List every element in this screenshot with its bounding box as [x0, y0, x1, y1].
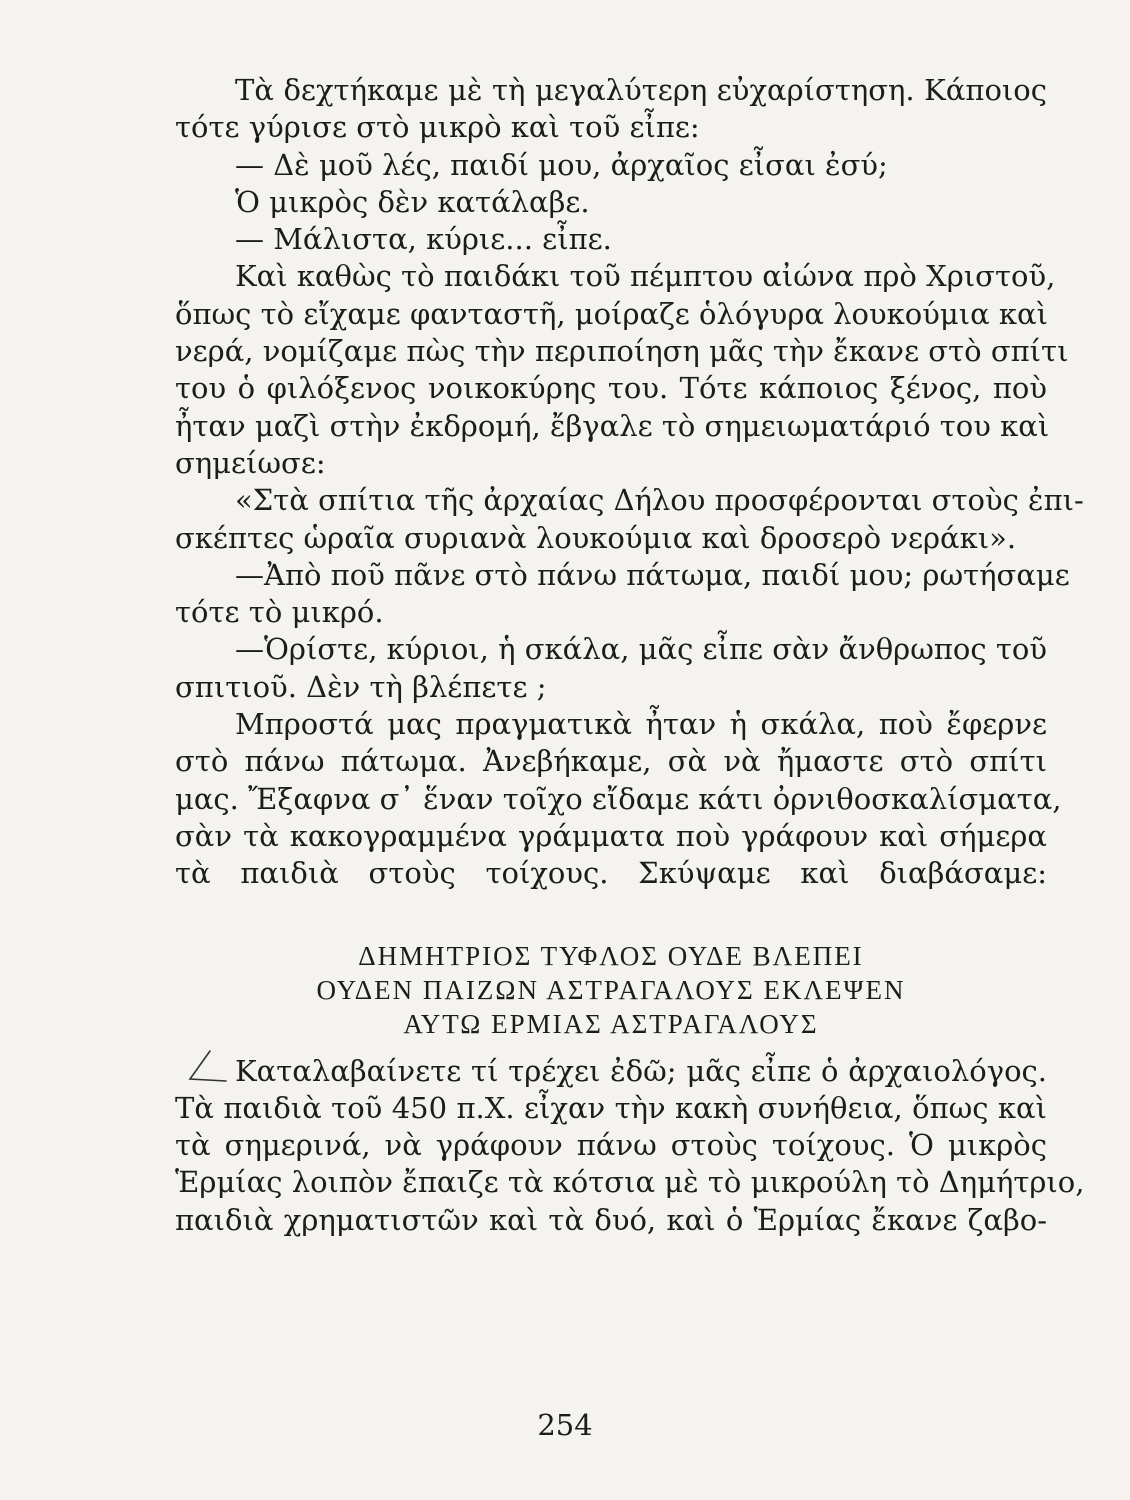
- text-line: σημείωσε:: [175, 445, 326, 480]
- text-line: —Ἀπὸ ποῦ πᾶνε στὸ πάνω πάτωμα, παιδί μου; ρωτήσαμε: [235, 557, 1070, 592]
- text-line: νερά, νομίζαμε πὼς τὴν περιποίηση μᾶς τὴν ἔκανε στὸ σπίτι: [175, 334, 1069, 369]
- text-line: Καὶ καθὼς τὸ παιδάκι τοῦ πέμπτου αἰώνα πρὸ Χριστοῦ,: [235, 259, 1056, 294]
- text-line: μας. Ἔξαφνα σ᾽ ἕναν τοῖχο εἴδαμε κάτι ὀρνιθοσκαλίσματα,: [175, 781, 1062, 816]
- text-line: παιδιὰ χρηματιστῶν καὶ τὰ δυό, καὶ ὁ Ἑρμίας ἔκανε ζαβο-: [175, 1202, 1047, 1237]
- text-line: στὸ πάνω πάτωμα. Ἀνεβήκαμε, σὰ νὰ ἤμαστε στὸ σπίτι: [175, 744, 1047, 779]
- text-line: τὰ σημερινά, νὰ γράφουν πάνω στοὺς τοίχους. Ὁ μικρὸς: [175, 1128, 1047, 1163]
- text-line: τότε τὸ μικρό.: [175, 595, 384, 630]
- text-line: τὰ παιδιὰ στοὺς τοίχους. Σκύψαμε καὶ διαβάσαμε:: [175, 856, 1047, 891]
- text-line: «Στὰ σπίτια τῆς ἀρχαίας Δήλου προσφέρονται στοὺς ἐπι-: [235, 483, 1084, 518]
- text-line: σπιτιοῦ. Δὲν τὴ βλέπετε ;: [175, 669, 547, 704]
- text-line: Μπροστά μας πραγματικὰ ἦταν ἡ σκάλα, ποὺ ἔφερνε: [235, 707, 1047, 742]
- text-line: τότε γύρισε στὸ μικρὸ καὶ τοῦ εἶπε:: [175, 110, 700, 145]
- text-line: του ὁ φιλόξενος νοικοκύρης του. Τότε κάποιος ξένος, ποὺ: [175, 371, 1047, 406]
- page-number: 254: [537, 1408, 593, 1442]
- text-line: —Ὁρίστε, κύριοι, ἡ σκάλα, μᾶς εἶπε σὰν ἄνθρωπος τοῦ: [235, 632, 1047, 667]
- text-line: ἦταν μαζὶ στὴν ἐκδρομή, ἔβγαλε τὸ σημειωματάριό του καὶ: [175, 408, 1050, 443]
- inscription-line: ΑΥΤΩ ΕΡΜΙΑΣ ΑΣΤΡΑΓΑΛΟΥΣ: [403, 1008, 819, 1039]
- inscription-line: ΟΥΔΕΝ ΠΑΙΖΩΝ ΑΣΤΡΑΓΑΛΟΥΣ ΕΚΛΕΨΕΝ: [316, 974, 906, 1005]
- text-line: Ὁ μικρὸς δὲν κατάλαβε.: [235, 184, 590, 219]
- paragraph-after-inscription: [175, 1053, 1085, 1239]
- handwritten-dash-mark-icon: [180, 1047, 230, 1091]
- text-line: ὅπως τὸ εἴχαμε φανταστῆ, μοίραζε ὁλόγυρα λουκούμια καὶ: [175, 296, 1048, 331]
- page-body: [175, 72, 1085, 1239]
- text-line: Καταλαβαίνετε τί τρέχει ἐδῶ; μᾶς εἶπε ὁ ἀρχαιολόγος.: [235, 1053, 1047, 1088]
- text-line: Τὰ παιδιὰ τοῦ 450 π.Χ. εἶχαν τὴν κακὴ συνήθεια, ὅπως καὶ: [175, 1090, 1047, 1125]
- text-line: σὰν τὰ κακογραμμένα γράμματα ποὺ γράφουν καὶ σήμερα: [175, 818, 1047, 853]
- inscription-block: [175, 939, 1047, 1041]
- text-line: σκέπτες ὡραῖα συριανὰ λουκούμια καὶ δροσερὸ νεράκι».: [175, 520, 1017, 555]
- inscription-line: ΔΗΜΗΤΡΙΟΣ ΤΥΦΛΟΣ ΟΥΔΕ ΒΛΕΠΕΙ: [358, 940, 864, 971]
- text-line: — Μάλιστα, κύριε... εἶπε.: [235, 222, 612, 257]
- text-line: Ἑρμίας λοιπὸν ἔπαιζε τὰ κότσια μὲ τὸ μικρούλη τὸ Δημήτριο,: [175, 1165, 1085, 1200]
- text-line: — Δὲ μοῦ λές, παιδί μου, ἀρχαῖος εἶσαι ἐσύ;: [235, 147, 888, 182]
- text-line: Τὰ δεχτήκαμε μὲ τὴ μεγαλύτερη εὐχαρίστηση. Κάποιος: [235, 73, 1047, 107]
